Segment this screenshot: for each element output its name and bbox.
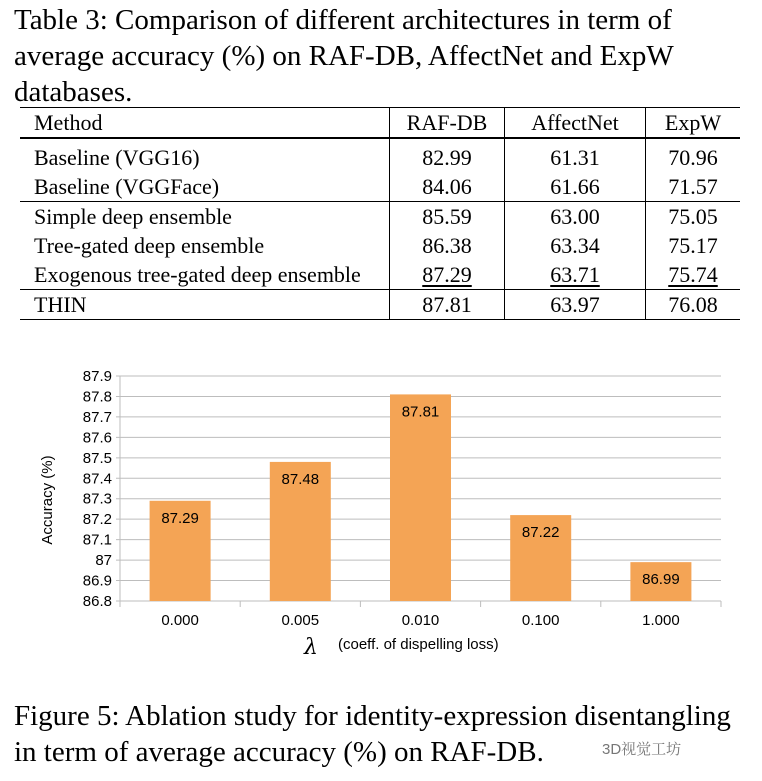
- y-axis-label: Accuracy (%): [39, 455, 56, 545]
- raf-db-cell: 87.81: [390, 290, 505, 320]
- y-tick-label: 87: [95, 552, 112, 570]
- data-label: 87.22: [521, 524, 560, 542]
- y-tick-label: 87.1: [82, 531, 112, 549]
- header-raf-db: RAF-DB: [390, 108, 505, 139]
- y-tick-label: 87.3: [82, 490, 112, 508]
- chart-bars: [150, 394, 692, 601]
- expw-cell: 75.17: [646, 231, 741, 260]
- data-label: 87.81: [401, 403, 440, 421]
- raf-db-cell: 84.06: [390, 172, 505, 202]
- method-cell: THIN: [20, 290, 390, 320]
- table-row: [20, 138, 740, 172]
- expw-cell: 76.08: [646, 290, 741, 320]
- method-cell: Baseline (VGGFace): [20, 172, 390, 202]
- y-tick-label: 86.9: [82, 572, 112, 590]
- header-expw: ExpW: [646, 108, 741, 139]
- results-table: [20, 107, 740, 320]
- affectnet-cell: 61.66: [505, 172, 646, 202]
- header-method: Method: [34, 110, 103, 135]
- y-tick-labels: [83, 368, 112, 610]
- x-axis-label: (coeff. of dispelling loss): [338, 636, 499, 653]
- affectnet-cell: 63.34: [505, 231, 646, 260]
- bar: [390, 394, 451, 601]
- x-tick-labels: [161, 612, 679, 629]
- x-tick-label: 0.100: [521, 612, 560, 629]
- y-tick-label: 86.8: [82, 593, 112, 610]
- raf-db-cell: 86.38: [390, 231, 505, 260]
- y-tick-label: 87.4: [82, 470, 112, 488]
- affectnet-cell: 63.00: [505, 202, 646, 232]
- figure-caption: Figure 5: Ablation study for identity-expression disentangling in term of average accuracy (%) on RAF-DB.: [14, 700, 731, 768]
- table-row: [20, 231, 740, 260]
- method-cell: Tree-gated deep ensemble: [34, 233, 265, 258]
- affectnet-cell: 63.71: [550, 262, 600, 287]
- expw-cell: 75.05: [646, 202, 741, 232]
- y-tick-label: 87.5: [82, 449, 112, 467]
- x-axis-symbol: λ: [304, 635, 318, 660]
- x-tick-label: 0.010: [401, 612, 440, 629]
- table-caption: Table 3: Comparison of different architectures in term of average accuracy (%) on RAF-DB, AffectNet and ExpW databases.: [14, 4, 674, 108]
- x-tick-label: 0.005: [281, 612, 320, 629]
- y-tick-label: 87.9: [82, 368, 112, 385]
- y-tick-label: 87.8: [82, 388, 112, 406]
- affectnet-cell: 63.97: [505, 290, 646, 320]
- ablation-bar-chart: [0, 360, 762, 660]
- expw-cell: 71.57: [646, 172, 741, 202]
- table-row-best: [20, 290, 740, 320]
- method-cell: Baseline (VGG16): [34, 145, 200, 170]
- method-cell: Simple deep ensemble: [34, 204, 232, 229]
- expw-cell: 70.96: [646, 138, 741, 172]
- raf-db-cell: 85.59: [390, 202, 505, 232]
- method-cell: Exogenous tree-gated deep ensemble: [34, 262, 361, 287]
- y-tick-label: 87.2: [82, 511, 112, 529]
- table-row: [20, 202, 740, 232]
- table-row: [20, 172, 740, 202]
- affectnet-cell: 61.31: [505, 138, 646, 172]
- y-tick-label: 87.7: [82, 408, 112, 426]
- y-tick-label: 87.6: [82, 429, 112, 447]
- watermark: 3D视觉工坊: [602, 741, 682, 758]
- data-label: 86.99: [642, 571, 680, 589]
- expw-cell: 75.74: [668, 262, 718, 287]
- x-tick-label: 1.000: [642, 612, 680, 629]
- header-affectnet: AffectNet: [505, 108, 646, 139]
- table-header-row: [20, 108, 740, 139]
- x-tick-label: 0.000: [161, 612, 199, 629]
- data-label: 87.29: [161, 509, 199, 527]
- table-row: [20, 260, 740, 290]
- raf-db-cell: 82.99: [390, 138, 505, 172]
- data-label: 87.48: [281, 470, 320, 488]
- raf-db-cell: 87.29: [422, 262, 472, 287]
